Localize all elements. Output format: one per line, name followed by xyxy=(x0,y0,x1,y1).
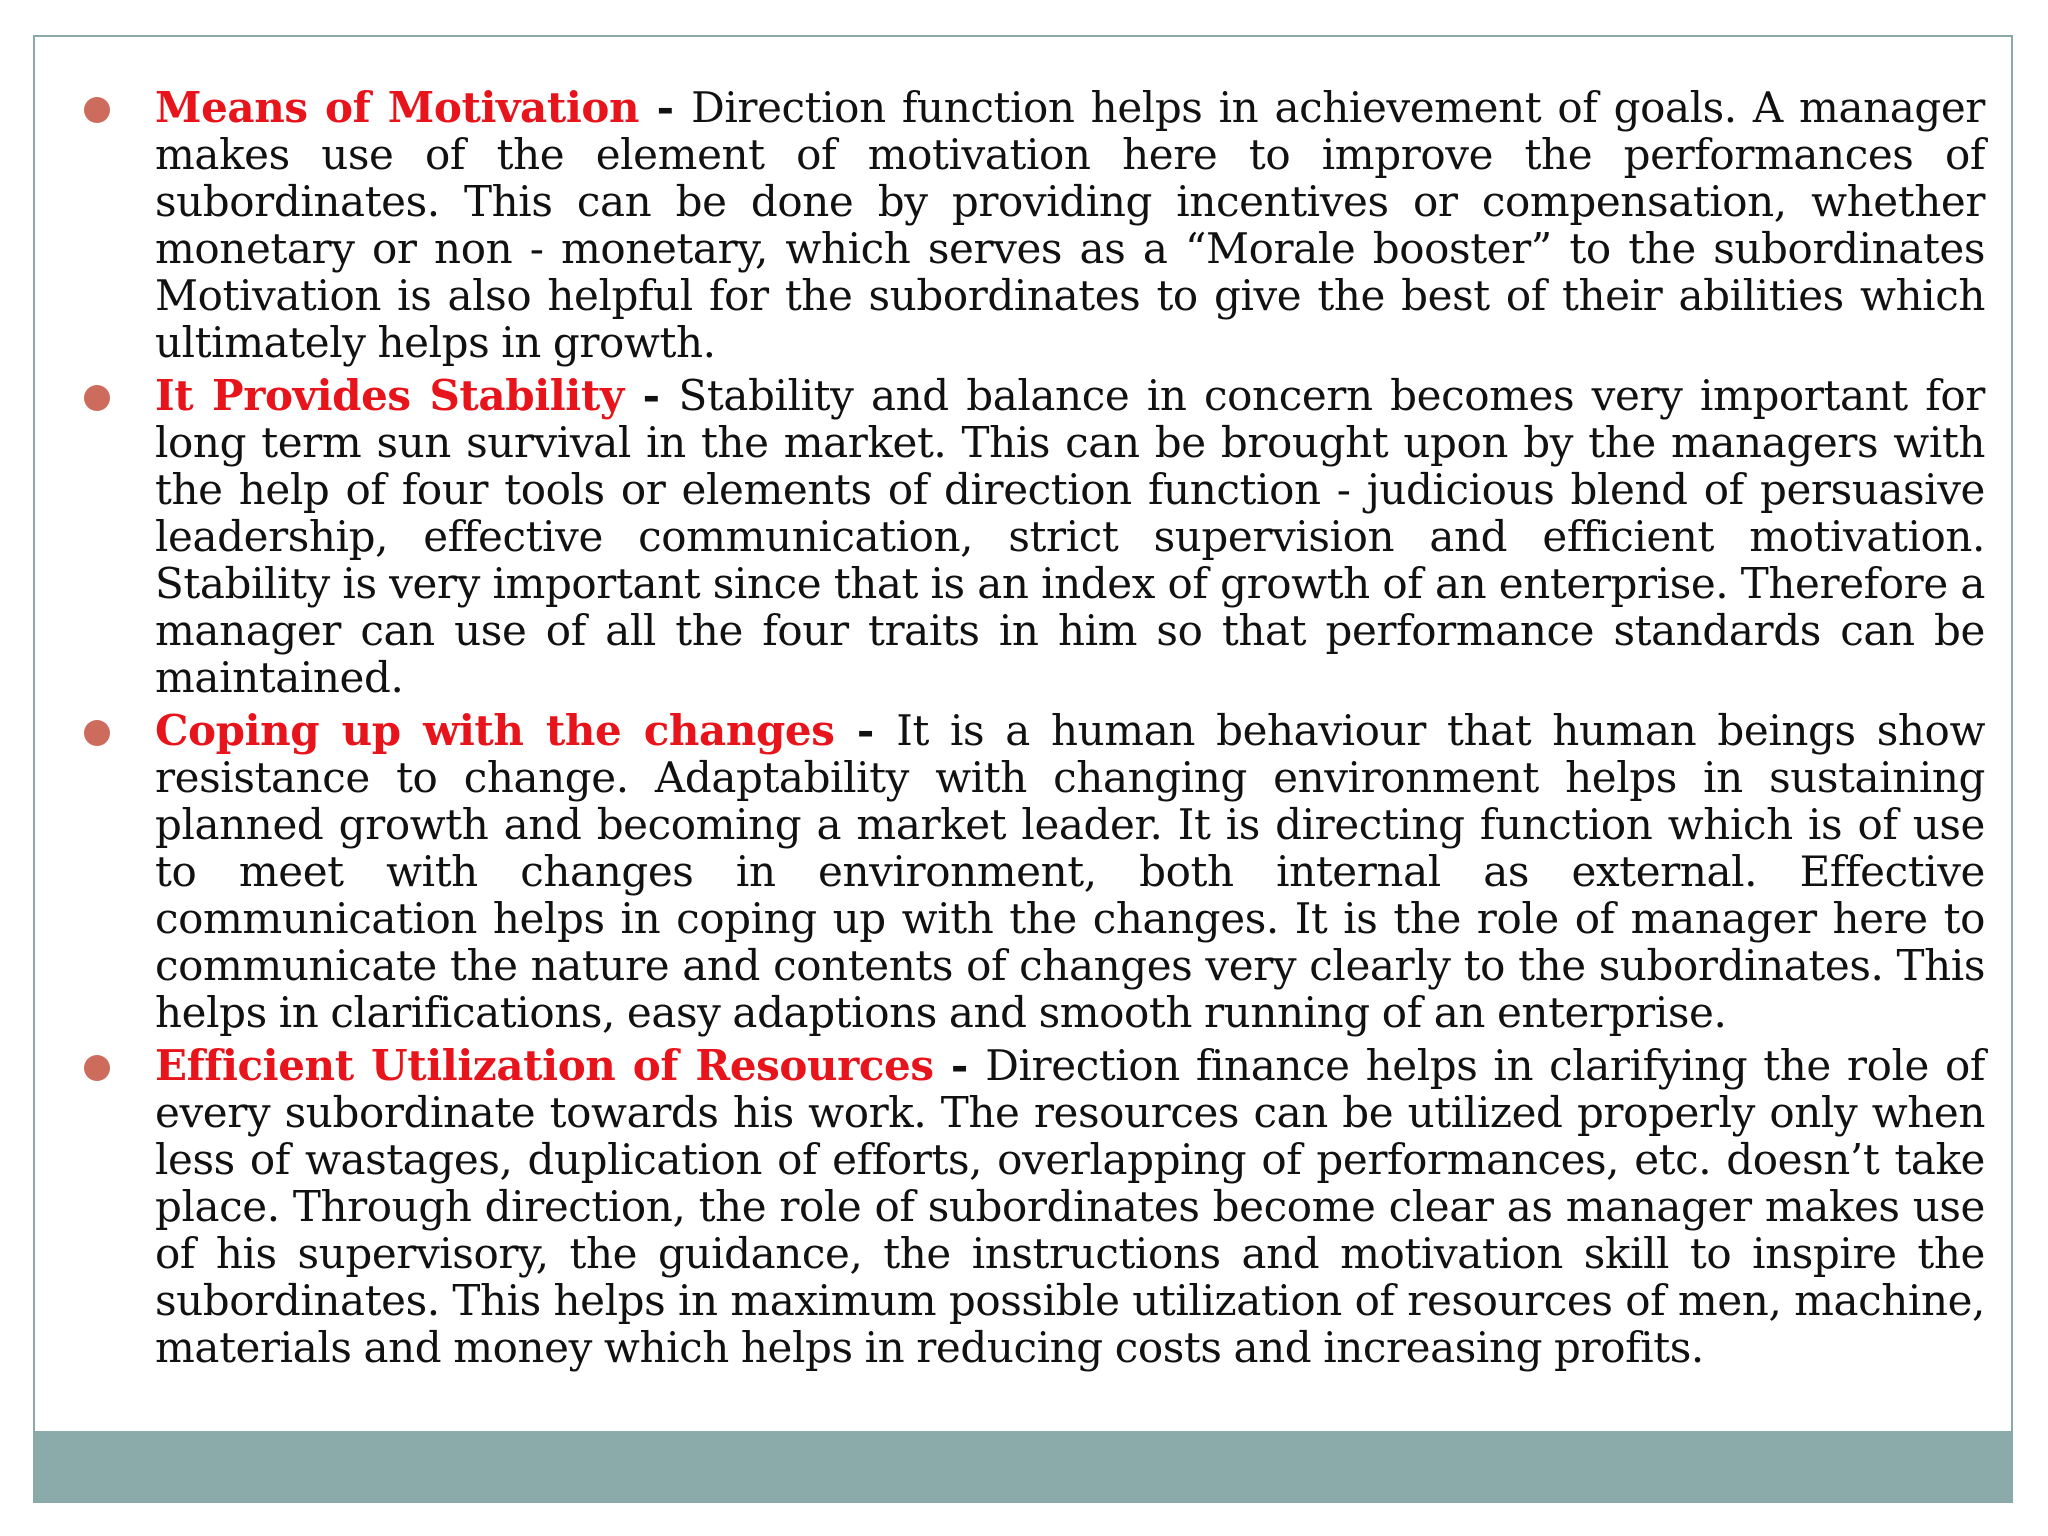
bullet-dot-icon xyxy=(84,1055,110,1081)
item-text: Direction finance helps in clarifying the role of every subordinate towards his work. The resources can be utilized properly only when less of wastages, duplication of efforts, overlapping of performances, etc. doesn’t take place. Through direction, the role of subordinates become clear as manager makes use of his supervisory, the guidance, the instructions and motivation skill to inspire the subordinates. This helps in maximum possible utilization of resources of men, machine, materials and money which helps in reducing costs and increasing profits. xyxy=(155,1041,1985,1372)
bullet-list xyxy=(60,84,2010,1377)
item-title: Efficient Utilization of Resources xyxy=(155,1041,934,1090)
bullet-item-means-of-motivation xyxy=(60,84,2010,366)
bullet-item-coping-up-with-the-changes xyxy=(60,707,2010,1036)
bullet-item-it-provides-stability xyxy=(60,372,2010,701)
bullet-dot-icon xyxy=(84,385,110,411)
item-separator: - xyxy=(623,371,679,420)
item-text: Stability and balance in concern becomes very important for long term sun survival in the market. This can be brought upon by the managers with the help of four tools or elements of direction function - judicious blend of persuasive leadership, effective communication, strict supervision and efficient motivation. Stability is very important since that is an index of growth of an enterprise. Therefore a manager can use of all the four traits in him so that performance standards can be maintained. xyxy=(155,371,1985,702)
slide xyxy=(33,35,2013,1503)
item-text: It is a human behaviour that human beings show resistance to change. Adaptability with changing environment helps in sustaining planned growth and becoming a market leader. It is directing function which is of use to meet with changes in environment, both internal as external. Effective communication helps in coping up with the changes. It is the role of manager here to communicate the nature and contents of changes very clearly to the subordinates. This helps in clarifications, easy adaptions and smooth running of an enterprise. xyxy=(155,706,1985,1037)
item-text: Direction function helps in achievement of goals. A manager makes use of the element of motivation here to improve the performances of subordinates. This can be done by providing incentives or compensation, whether monetary or non - monetary, which serves as a “Morale booster” to the subordinates Motivation is also helpful for the subordinates to give the best of their abilities which ultimately helps in growth. xyxy=(155,83,1985,367)
item-separator: - xyxy=(933,1041,986,1090)
item-separator: - xyxy=(834,706,897,755)
bullet-dot-icon xyxy=(84,97,110,123)
item-title: Means of Motivation xyxy=(155,83,640,132)
item-title: It Provides Stability xyxy=(155,371,624,420)
item-title: Coping up with the changes xyxy=(155,706,835,755)
bullet-dot-icon xyxy=(84,720,110,746)
footer-bar xyxy=(35,1431,2011,1501)
bullet-item-efficient-utilization-of-resources xyxy=(60,1042,2010,1371)
item-separator: - xyxy=(639,83,692,132)
